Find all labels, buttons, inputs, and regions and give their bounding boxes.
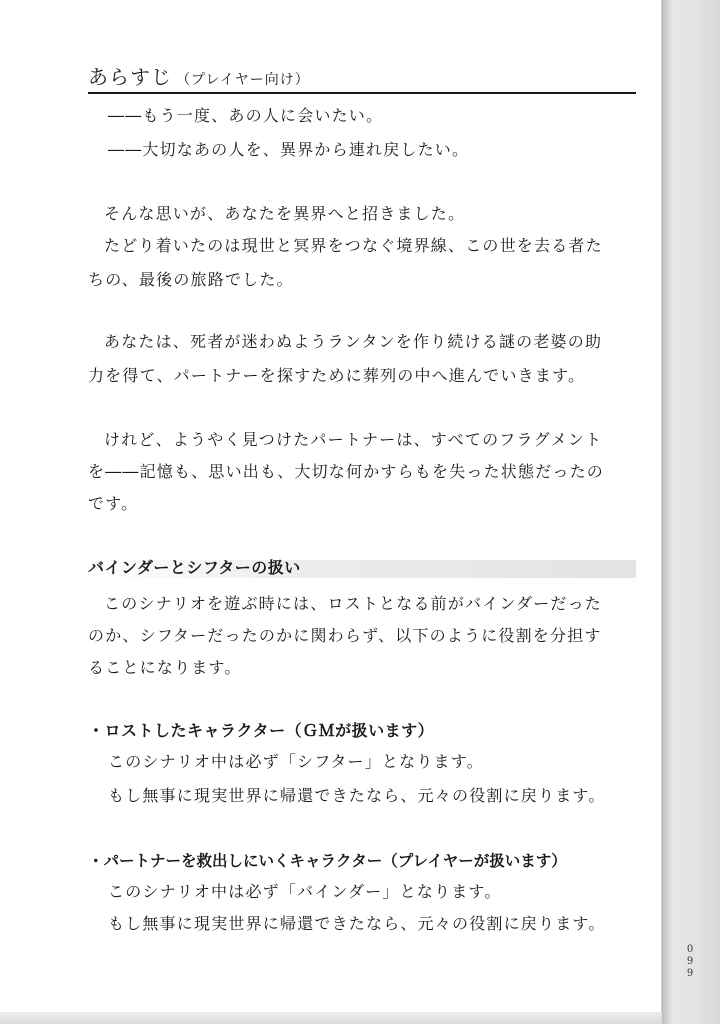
synopsis-heading [88,62,636,94]
lost-character-line: もし無事に現実世界に帰還できたなら、元々の役割に戻ります。 [108,786,606,805]
synopsis-line: ちの、最後の旅路でした。 [88,270,294,289]
page-number-digit: 9 [686,956,694,967]
synopsis-line: そんな思いが、あなたを異界へと招きました。 [104,204,466,223]
synopsis-line: 力を得て、パートナーを探すために葬列の中へ進んでいきます。 [88,366,586,385]
synopsis-title: あらすじ [88,65,172,89]
rescuer-character-line: このシナリオ中は必ず「バインダー」となります。 [108,882,502,901]
page-number-digit: 9 [686,968,694,979]
binder-line: のか、シフターだったのかに関わらず、以下のように役割を分担す [88,626,602,645]
synopsis-line: けれど、ようやく見つけたパートナーは、すべてのフラグメント [104,430,603,449]
synopsis-line: ――もう一度、あの人に会いたい。 [108,106,384,125]
binder-line: ることになります。 [88,658,242,677]
synopsis-line: ――大切なあの人を、異界から連れ戻したい。 [108,140,470,159]
page-edge [661,0,720,1024]
synopsis-line: を――記憶も、思い出も、大切な何かすらもを失った状態だったの [88,462,605,481]
synopsis-subtitle: （プレイヤー向け） [176,72,310,88]
rescuer-character-heading: ・パートナーを救出しにいくキャラクター（プレイヤーが扱います） [88,852,567,870]
rescuer-character-line: もし無事に現実世界に帰還できたなら、元々の役割に戻ります。 [108,914,606,933]
synopsis-line: あなたは、死者が迷わぬようランタンを作り続ける謎の老婆の助 [104,332,603,351]
lost-character-line: このシナリオ中は必ず「シフター」となります。 [108,752,484,771]
lost-character-heading: ・ロストしたキャラクター（ＧＭが扱います） [88,721,435,740]
binder-section-title: バインダーとシフターの扱い [88,558,301,577]
synopsis-line: たどり着いたのは現世と冥界をつなぐ境界線、この世を去る者た [104,236,603,255]
page-bottom-edge [0,1012,662,1024]
page-edge-shadow [662,0,672,1024]
page-number-digit: 0 [686,944,694,955]
binder-line: このシナリオを遊ぶ時には、ロストとなる前がバインダーだった [104,594,603,613]
synopsis-line: です。 [88,494,139,513]
page-number [682,944,698,980]
